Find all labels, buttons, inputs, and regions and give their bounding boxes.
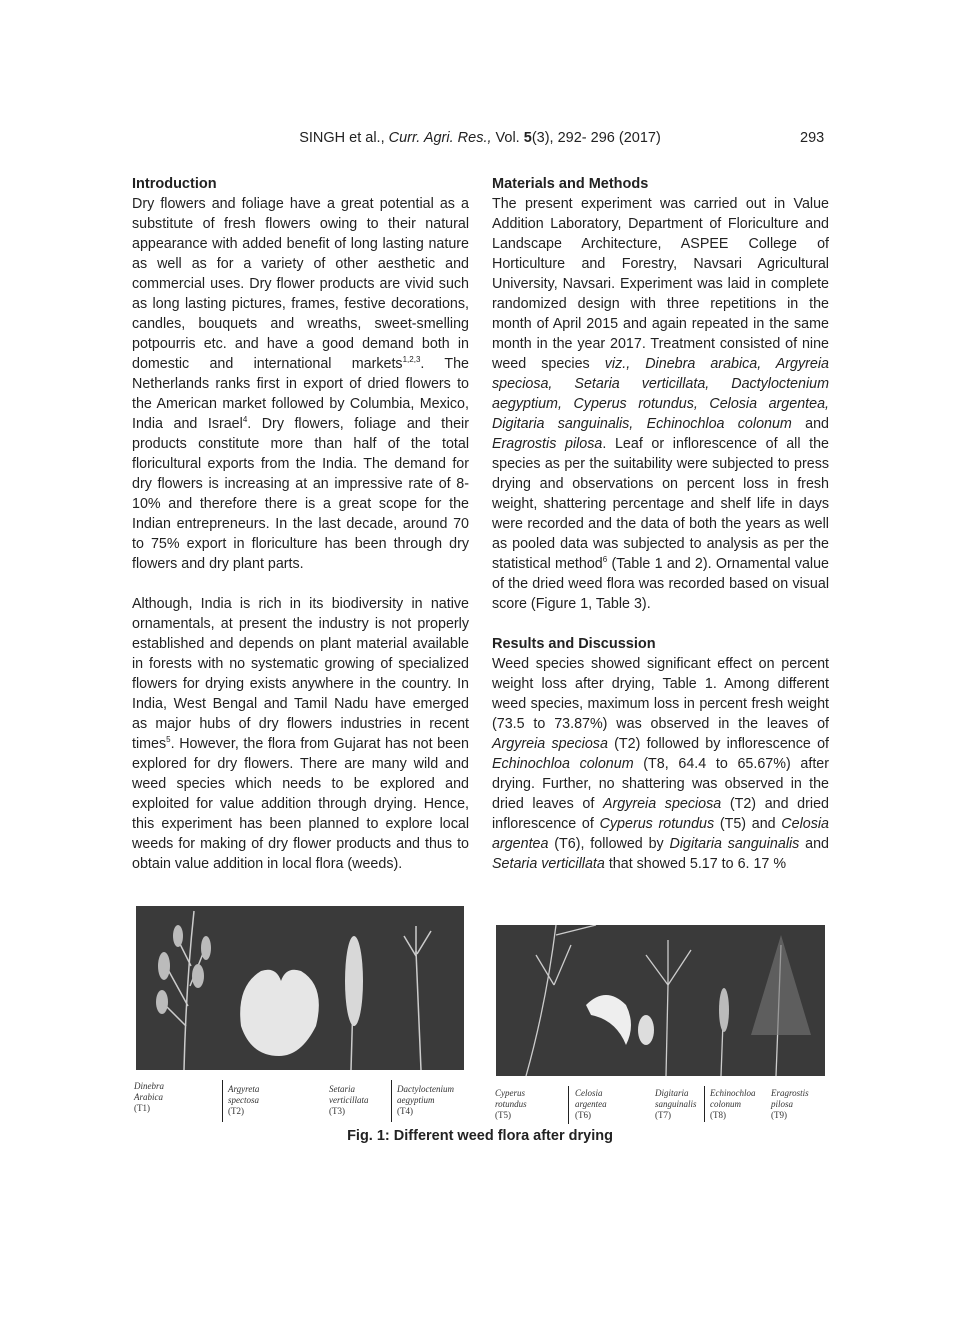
figure-photo-right [496, 925, 825, 1076]
text-run: (T8, 64.4 to 65.67%) after drying. Further, no shattering was observed in the dried leaves of [492, 756, 829, 812]
treatment-code: (T5) [495, 1110, 511, 1120]
page-number: 293 [800, 130, 825, 146]
treatment-code: (T3) [329, 1106, 345, 1116]
label-t1 [134, 1081, 164, 1114]
treatment-code: (T4) [397, 1106, 413, 1116]
label-t3 [329, 1084, 389, 1117]
text-run: Although, India is rich in its biodiversity in native ornamentals, at present the industry is not properly established and depends on plant material available in forests with no systematic growing of specialized flowers for drying exists anywhere in the country. In India, West Bengal and Tamil Nadu have emerged as major hubs of dry flowers industries in recent times [132, 596, 469, 752]
citation-superscript: 6 [602, 555, 608, 565]
text-run: and [791, 416, 829, 432]
text-run: . Dry flowers, foliage and their products constitute more than half of the total floricultural exports from the India. The demand for dry flowers is increasing at an impressive rate of 8-10% and therefore there is a great scope for the Indian entrepreneurs. In the last decade, around 70 to 75% export in floriculture has been through dry flowers and dry plant parts. [132, 416, 469, 572]
text-run: (T5) and [714, 816, 782, 832]
italic-text: Digitaria sanguinalis [669, 836, 800, 852]
treatment-code: (T9) [771, 1110, 787, 1120]
text-run: The present experiment was carried out in Value Addition Laboratory, Department of Floriculture and Landscape Architecture, ASPEE College of Horticulture and Forestry, Navsari Agricultural University, Navsari. Experiment was laid in complete randomized design with three repetitions in the month of April 2015 and again repeated in the same month in the year 2017. Treatment consisted of nine weed species [492, 196, 829, 372]
italic-text: Celosia argentea [492, 816, 829, 852]
species-name: Eragrostis pilosa [771, 1088, 809, 1109]
divider [568, 1086, 569, 1124]
label-t8 [710, 1088, 765, 1121]
treatment-code: (T7) [655, 1110, 671, 1120]
intro-paragraph-2 [132, 594, 469, 874]
species-name: Digitaria sanguinalis [655, 1088, 697, 1109]
label-t4 [397, 1084, 467, 1117]
citation-superscript: 1,2,3 [402, 355, 421, 365]
header-issue-pages: (3), 292- 296 (2017) [531, 130, 661, 146]
methods-paragraph [492, 194, 829, 614]
results-heading: Results and Discussion [492, 636, 656, 652]
species-name: Dinebra Arabica [134, 1081, 164, 1102]
divider [704, 1086, 705, 1122]
italic-text: viz., Dinebra arabica, Argyreia speciosa, Setaria verticillata, Dactyloctenium aegyptium, Cyperus rotundus, Celosia argentea, Digitaria sanguinalis, Echinochloa colonum [492, 356, 829, 432]
intro-paragraph-1 [132, 194, 469, 574]
methods-heading: Materials and Methods [492, 176, 649, 192]
header-etal: et al., [345, 130, 389, 146]
italic-text: Argyreia speciosa [492, 736, 608, 752]
text-run: Dry flowers and foliage have a great potential as a substitute of fresh flowers owing to their natural appearance with added benefit of long lasting nature as well as for a variety of other aesthetic and commercial uses. Dry flower products are vivid such as long lasting pictures, frames, festive decorations, candles, bouquets and wreaths, sweet-smelling potpourris etc. and have a good demand both in domestic and international markets [132, 196, 469, 372]
text-run: Weed species showed significant effect on percent weight loss after drying, Table 1. Among different weed species, maximum loss in percent fresh weight (73.5 to 73.87%) was observed in the leaves of [492, 656, 829, 732]
header-authors: SINGH [299, 130, 346, 146]
citation-superscript: 4 [242, 415, 248, 425]
right-column [492, 174, 829, 894]
species-name: Dactyloctenium aegyptium [397, 1084, 454, 1105]
dried-weeds-image-right [496, 925, 825, 1076]
treatment-code: (T8) [710, 1110, 726, 1120]
species-name: Setaria verticillata [329, 1084, 369, 1105]
species-name: Echinochloa colonum [710, 1088, 756, 1109]
label-t6 [575, 1088, 607, 1121]
italic-text: Eragrostis pilosa [492, 436, 603, 452]
divider [222, 1080, 223, 1122]
figure-photo-left [136, 906, 464, 1070]
species-name: Celosia argentea [575, 1088, 607, 1109]
italic-text: Argyreia speciosa [602, 796, 722, 812]
italic-text: Setaria verticillata [492, 856, 605, 872]
header-volume: 5 [523, 130, 532, 146]
text-run: (Table 1 and 2). Ornamental value of the dried weed flora was recorded based on visual score (Figure 1, Table 3). [492, 556, 829, 612]
label-t7 [655, 1088, 703, 1121]
dried-weeds-image-left [136, 906, 464, 1070]
italic-text: Echinochloa colonum [492, 756, 634, 772]
species-name: Argyreta spectosa [228, 1084, 260, 1105]
figure-caption: Fig. 1: Different weed flora after drying [347, 1128, 613, 1144]
text-run: (T2) followed by inflorescence of [607, 736, 829, 752]
treatment-code: (T2) [228, 1106, 244, 1116]
results-paragraph [492, 654, 829, 874]
text-run: (T6), followed by [548, 836, 670, 852]
text-run: . Leaf or inflorescence of all the species as per the suitability were subjected to press drying and observations on percent loss in fresh weight, shattering percentage and shelf life in days were recorded and the data of both the years as well as pooled data was subjected to analysis as per the statistical method [492, 436, 830, 572]
label-t2 [228, 1084, 259, 1117]
label-t9 [771, 1088, 821, 1121]
text-run: (T2) and dried inflorescence of [492, 796, 829, 832]
introduction-heading: Introduction [132, 176, 217, 192]
label-t5 [495, 1088, 550, 1121]
italic-text: Cyperus rotundus [599, 816, 715, 832]
treatment-code: (T6) [575, 1110, 591, 1120]
divider [391, 1080, 392, 1122]
text-run: that showed 5.17 to 6. 17 % [604, 856, 787, 872]
species-name: Cyperus rotundus [495, 1088, 527, 1109]
text-run: . However, the flora from Gujarat has not been explored for dry flowers. There are many wild and weed species which needs to be explored and exploited for value addition through drying. Hence, this experiment has been planned to explore local weeds for making of dry flower products and thus to obtain value addition in local flora (weeds). [132, 736, 469, 872]
text-run: . The Netherlands ranks first in export of dried flowers to the American market followed by Columbia, Mexico, India and Israel [132, 356, 470, 432]
header-vol-label: Vol. [491, 130, 524, 146]
left-column [132, 174, 469, 894]
header-journal: Curr. Agri. Res., [388, 130, 492, 146]
citation-superscript: 5 [166, 735, 171, 745]
text-run: and [799, 836, 830, 852]
treatment-code: (T1) [134, 1103, 150, 1113]
